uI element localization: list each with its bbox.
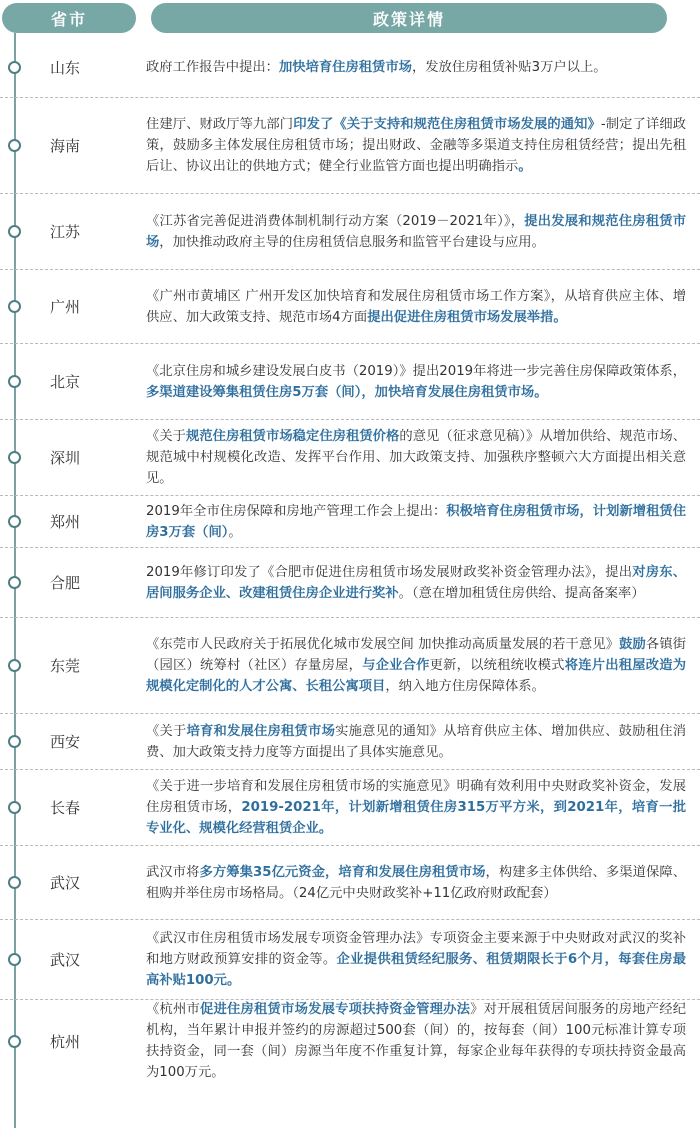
province-name: 长春 [49, 799, 80, 817]
timeline-dot-icon [8, 451, 21, 464]
highlighted-text: 对房东、居间服务企业、改建租赁住房企业进行奖补 [146, 564, 686, 601]
policy-text: 2019年全市住房保障和房地产管理工作会上提出： [146, 503, 447, 519]
policy-text: 》对开展租赁居间服务的房地产经纪机构，当年累计申报并签约的房源超过500套（间）的，按每套（间）100元标准计算专项扶持资金，同一套（间）房源当年度不作重复计算，每家企业每年获得的专项扶持资金最高为100万元。 [146, 1002, 687, 1080]
policy-detail [146, 270, 686, 343]
policy-text: 《东莞市人民政府关于拓展优化城市发展空间 加快推动高质量发展的若干意见》 [146, 637, 620, 652]
table-row [0, 420, 700, 496]
policy-text: 武汉市将 [146, 864, 200, 880]
policy-text: 《江苏省完善促进消费体制机制行动方案（2019－2021年）》， [146, 213, 525, 229]
timeline-dot-icon [8, 576, 21, 589]
timeline-dot-icon [8, 61, 21, 74]
table-row [0, 38, 700, 98]
policy-text: 政府工作报告中提出： [146, 60, 279, 75]
policy-table [0, 38, 700, 1082]
policy-detail [146, 420, 686, 495]
policy-text: 各镇街（园区）统筹村（社区）存量房屋， [146, 637, 687, 673]
policy-text: 2019年修订印发了《合肥市促进住房租赁市场发展财政奖补资金管理办法》，提出 [146, 564, 633, 580]
province-name: 海南 [49, 137, 80, 155]
highlighted-text: 提出促进住房租赁市场发展举措。 [367, 309, 567, 325]
province-name: 武汉 [49, 874, 80, 892]
policy-text: ，加快推动政府主导的住房租赁信息服务和监管平台建设与应用。 [159, 234, 545, 250]
timeline-dot-icon [8, 139, 21, 152]
policy-text: 实施意见的通知》从培育供应主体、增加供应、鼓励租住消费、加大政策支持力度等方面提出了具体实施意见。 [146, 723, 687, 760]
timeline-dot-icon [8, 953, 21, 966]
policy-text: ，纳入地方住房保障体系。 [385, 679, 545, 694]
policy-detail [146, 920, 686, 999]
policy-detail [146, 770, 686, 845]
policy-text: 。（意在增加租赁住房供给、提高备案率） [398, 585, 645, 601]
policy-detail [146, 496, 686, 547]
policy-detail [146, 618, 686, 713]
policy-column-header: 政策详情 [151, 3, 667, 33]
policy-text: 的意见（征求意见稿）》从增加供给、规范市场、规范城中村规模化改造、发挥平台作用、加大政策支持、加强秩序整顿六大方面提出相关意见。 [146, 429, 687, 486]
table-row [0, 1000, 700, 1082]
policy-text: 更新，以统租统收模式 [429, 658, 565, 673]
highlighted-text: 将连片出租屋改造为规模化定制化的人才公寓、长租公寓项目 [146, 658, 687, 694]
province-name: 山东 [49, 59, 80, 77]
highlighted-text: 积极培育住房租赁市场，计划新增租赁住房3万套（间） [146, 503, 687, 540]
policy-detail [146, 98, 686, 193]
province-name: 合肥 [49, 574, 80, 592]
province-name: 东莞 [49, 657, 80, 675]
highlighted-text: 印发了《关于支持和规范住房租赁市场发展的通知》 [293, 117, 601, 132]
highlighted-text: 加快培育住房租赁市场 [278, 60, 412, 75]
province-name: 深圳 [49, 449, 80, 467]
highlighted-text: 鼓励 [619, 637, 646, 652]
highlighted-text: 培育和发展住房租赁市场 [186, 723, 336, 739]
highlighted-text: 多渠道建设筹集租赁住房5万套（间），加快培育发展住房租赁市场。 [146, 384, 548, 400]
policy-text: 《武汉市住房租赁市场发展专项资金管理办法》专项资金主要来源于中央财政对武汉的奖补和地方财政预算安排的资金等。 [146, 931, 686, 967]
policy-text: 住建厅、财政厅等九部门 [146, 117, 294, 132]
highlighted-text: 。 [518, 159, 532, 174]
timeline-dot-icon [8, 375, 21, 388]
policy-detail [146, 194, 686, 269]
table-row [0, 548, 700, 618]
timeline-dot-icon [8, 735, 21, 748]
table-row [0, 270, 700, 344]
policy-text: 《广州市黄埔区 广州开发区加快培育和发展住房租赁市场工作方案》，从培育供应主体、增供应、加大政策支持、规范市场4方面 [146, 288, 686, 325]
highlighted-text: 2019-2021年，计划新增租赁住房315万平方米，到2021年，培育一批专业化、规模化经营租赁企业。 [146, 800, 686, 836]
table-row [0, 920, 700, 1000]
table-row [0, 194, 700, 270]
province-name: 广州 [49, 298, 80, 316]
timeline-dot-icon [8, 876, 21, 889]
timeline-dot-icon [8, 515, 21, 528]
table-row [0, 344, 700, 420]
province-name: 西安 [49, 733, 80, 751]
policy-text: ，构建多主体供给、多渠道保障、租购并举住房市场格局。（24亿元中央财政奖补+11亿政府财政配套） [146, 864, 687, 901]
policy-detail [146, 714, 686, 769]
province-name: 杭州 [49, 1032, 80, 1051]
timeline-dot-icon [8, 659, 21, 672]
province-column-header: 省市 [2, 3, 136, 33]
highlighted-text: 与企业合作 [362, 658, 430, 673]
policy-text: 《关于 [146, 429, 187, 444]
policy-text: 《关于 [146, 723, 187, 739]
policy-text: 。 [228, 524, 242, 540]
policy-detail [146, 846, 686, 919]
policy-detail [146, 548, 686, 617]
table-row [0, 496, 700, 548]
table-header [0, 0, 700, 36]
policy-detail [146, 1000, 686, 1082]
highlighted-text: 企业提供租赁经纪服务、租赁期限长于6个月，每套住房最高补贴100元。 [146, 952, 686, 988]
policy-text: 《关于进一步培育和发展住房租赁市场的实施意见》明确有效利用中央财政奖补资金，发展住房租赁市场， [146, 779, 686, 815]
policy-text: 《杭州市 [146, 1002, 201, 1017]
timeline-dot-icon [8, 300, 21, 313]
highlighted-text: 多方筹集35亿元资金，培育和发展住房租赁市场 [199, 864, 486, 880]
policy-detail [146, 38, 686, 97]
highlighted-text: 提出发展和规范住房租赁市场 [146, 213, 686, 250]
policy-text: 《北京住房和城乡建设发展白皮书（2019）》提出2019年将进一步完善住房保障政策体系， [146, 363, 686, 379]
table-row [0, 714, 700, 770]
province-name: 江苏 [49, 223, 80, 241]
table-row [0, 618, 700, 714]
province-name: 北京 [49, 373, 80, 391]
province-name: 郑州 [49, 513, 80, 531]
policy-detail [146, 344, 686, 419]
province-name: 武汉 [49, 951, 80, 969]
timeline-dot-icon [8, 801, 21, 814]
table-row [0, 770, 700, 846]
highlighted-text: 促进住房租赁市场发展专项扶持资金管理办法 [200, 1002, 471, 1017]
table-row [0, 98, 700, 194]
policy-text: -制定了详细政策，鼓励多主体发展住房租赁市场；提出财政、金融等多渠道支持住房租赁经营；提出先租后让、协议出让的供地方式；健全行业监管方面也提出明确指示 [146, 117, 686, 174]
highlighted-text: 规范住房租赁市场稳定住房租赁价格 [186, 429, 400, 444]
timeline-dot-icon [8, 1035, 21, 1048]
table-row [0, 846, 700, 920]
timeline-dot-icon [8, 225, 21, 238]
policy-text: ，发放住房租赁补贴3万户以上。 [411, 60, 607, 75]
